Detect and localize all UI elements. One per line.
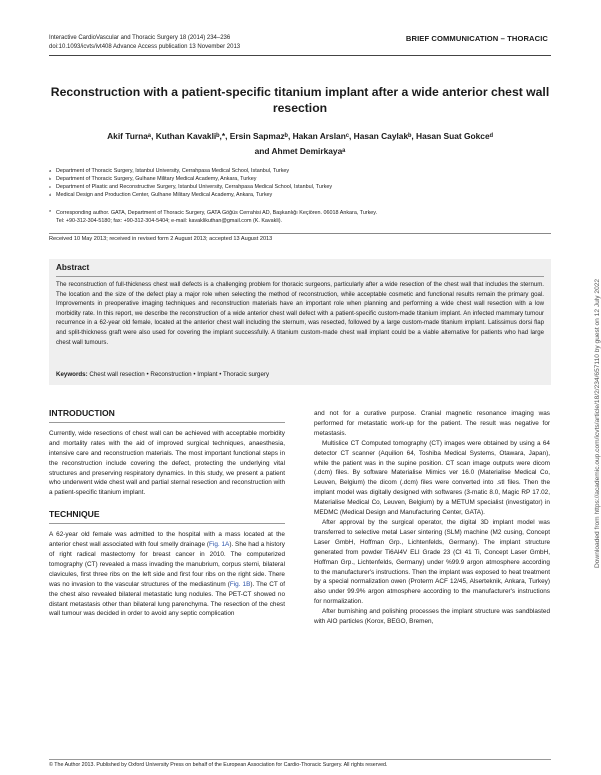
correspondence bbox=[49, 210, 509, 226]
introduction-heading: INTRODUCTION bbox=[49, 409, 285, 423]
keywords-label: Keywords: bbox=[56, 371, 88, 378]
correspondence-contact: Tel: +90-312-304-5180; fax: +90-312-304-5404; e-mail: kavaklikuthan@gmail.com (K. Kavakli). bbox=[56, 217, 283, 224]
article-title: Reconstruction with a patient-specific titanium implant after a wide anterior chest wall resection bbox=[50, 85, 550, 115]
abstract-divider bbox=[56, 276, 544, 277]
right-paragraph-4: After burnishing and polishing processes the implant structure was sandblasted with AlO particles (Korox, BEGO, Bremen, bbox=[314, 608, 550, 626]
asterisk-icon: * bbox=[49, 210, 52, 216]
keywords-list: Chest wall resection • Reconstruction • Implant • Thoracic surgery bbox=[89, 371, 270, 378]
authors-line-1: Akif Turnaᵃ, Kuthan Kavakliᵇ,*, Ersin Sapmazᵇ, Hakan Arslanᶜ, Hasan Caylakᵇ, Hasan Suat Gokceᵈ bbox=[107, 131, 493, 141]
technique-heading: TECHNIQUE bbox=[49, 510, 285, 524]
introduction-text: Currently, wide resections of chest wall can be achieved with acceptable morbidity and mortality rates with the aid of improved surgical techniques, anaesthesia, intensive care and reconstruction materials. The most important functional steps in the reconstruction include covering the defect, protecting the underlying vital structures and preserving respiratory dynamics. In this study, we present a patient who underwent wide chest wall and partial sternal resection and reconstruction with a patient-specific titanium implant. bbox=[49, 429, 285, 497]
section-label: BRIEF COMMUNICATION – THORACIC bbox=[405, 34, 548, 43]
right-paragraph-3: After approval by the surgical operator, the digital 3D implant model was transferred to selective metal Laser sintering (SLM) machine (M2 cusing, Concept Laser GmbH, Hoffman Grp., Lichtenfelds, Germany). The implant structure generated from powder Ti6Al4V ELI Grade 23 (CI 41 Ti, Concept Laser GmbH, Hoffman Grp., Lichtenfelds, Germany) under %99.9 argon atmosphere according to the manufacturer's instructions. Then the implant was exposed to heat treatment by a special normalization owen (Proterm ACF 12/45, Alserteknik, Ankara, Turkey) also under 99.9% argon atmosphere according to the manufacturer's instructions for normalization. bbox=[314, 518, 550, 606]
affiliation-c: c Department of Plastic and Reconstructive Surgery, Istanbul University, Cerrahpasa Medical School, Istanbul, Turkey bbox=[49, 183, 333, 190]
journal-doi: doi:10.1093/icvts/ivt408 Advance Access publication 13 November 2013 bbox=[49, 43, 241, 50]
footer-divider bbox=[49, 759, 551, 760]
left-column bbox=[49, 409, 285, 619]
abstract-text: The reconstruction of full-thickness chest wall defects is a challenging problem for thoracic surgeons, particularly after a wide resection of the chest wall that includes the sternum. The location and the size of the defect play a major role when selecting the method of reconstruction, while acceptable cosmetic and functional results remain the primary goal. Improvements in preoperative imaging techniques and reconstruction materials have an important role when planning and performing a wide chest wall resection with a low morbidity rate. In this report, we describe the reconstruction of a wide anterior chest wall defect with a patient-specific custom-made titanium implant. An infected mammary tumour recurrence in a 62-year old female, located at the anterior chest wall including the sternum, was resected, followed by a large custom-made titanium implant. Latissimus dorsi flap and split-thickness graft were also used for covering the implant successfully. A titanium custom-made chest wall implant could be a viable alternative for patients who had large chest wall tumours. bbox=[56, 281, 544, 346]
copyright-footer: © The Author 2013. Published by Oxford University Press on behalf of the European Association for Cardio-Thoracic Surgery. All rights reserved. bbox=[49, 762, 388, 768]
received-dates: Received 10 May 2013; received in revised form 2 August 2013; accepted 13 August 2013 bbox=[49, 236, 273, 242]
affiliations bbox=[49, 168, 509, 200]
right-paragraph-2: Multislice CT Computed tomography (CT) images were obtained by using a 64 detector CT scanner (Aquilion 64, Toshiba Medical Systems, Otawara, Japan), while the patient was in the supine position. CT scan image outputs were dicom (.dcm) files. By software Materialise Mimics ver 16.0 (Materialise Medical Co, Leuven, Belgium) the dicom (.dcm) files were converted into .stl files. Then the implant model was digitally designed with softwares (3-matic 8.0, Magic RP 17.02, Materialise Medical Co, Leuven, Belgium) by a METUM specialist (investigator) in MEDMC (Medical Design and Manufacturing Center, GATA). bbox=[314, 439, 550, 517]
authors-line-2: and Ahmet Demirkayaᵃ bbox=[254, 145, 346, 156]
journal-citation: Interactive CardioVascular and Thoracic Surgery 18 (2014) 234–236 bbox=[49, 35, 231, 41]
received-divider bbox=[49, 233, 551, 234]
right-column bbox=[314, 409, 550, 627]
affiliation-d: d Medical Design and Production Center, Gulhane Military Medical Academy, Ankara, Turkey bbox=[49, 191, 273, 198]
download-watermark: Downloaded from https://academic.oup.com/icvts/article/18/2/234/657110 by guest on 12 July 2022 bbox=[594, 278, 601, 568]
figure-1a-link[interactable]: Fig. 1A bbox=[209, 541, 230, 549]
affiliation-b: b Department of Thoracic Surgery, Gulhane Military Medical Academy, Ankara, Turkey bbox=[49, 175, 257, 182]
technique-text: A 62-year old female was admitted to the hospital with a mass located at the anterior chest wall associated with foul smelly drainage (Fig. 1A). She had a history of right radical mastectomy for breast cancer in 2010. The computerized tomography (CT) revealed a mass invading the manubrium, corpus sterni, bilateral clavicules, first three ribs on the left side and first four ribs on the right side. There was no invasion to the vascular structures of the mediastinum (Fig. 1B). The CT of the chest also revealed bilateral metastatic lung nodules. The PET-CT showed no distant metastasis other than bilateral lung parenchyma. The resection of the chest wall tumour was decided in order to avoid any septic complication bbox=[49, 531, 285, 618]
author-list bbox=[49, 129, 551, 158]
figure-1b-link[interactable]: Fig. 1B bbox=[229, 580, 251, 588]
right-paragraph-1: and not for a curative purpose. Cranial magnetic resonance imaging was performed for metastatic work-up for the patient. The result was negative for metastasis. bbox=[314, 410, 550, 437]
journal-meta bbox=[49, 34, 349, 51]
abstract-heading: Abstract bbox=[56, 263, 90, 272]
header-divider bbox=[49, 55, 551, 56]
affiliation-a: a Department of Thoracic Surgery, Istanbul University, Cerrahpasa Medical School, Istanbul, Turkey bbox=[49, 168, 290, 174]
correspondence-address: Corresponding author. GATA, Department of Thoracic Surgery, GATA Göğüs Cerrahisi AD, Başkanlığı Keçiören. 06018 Ankara, Turkey. bbox=[56, 210, 378, 216]
keywords bbox=[56, 371, 269, 378]
